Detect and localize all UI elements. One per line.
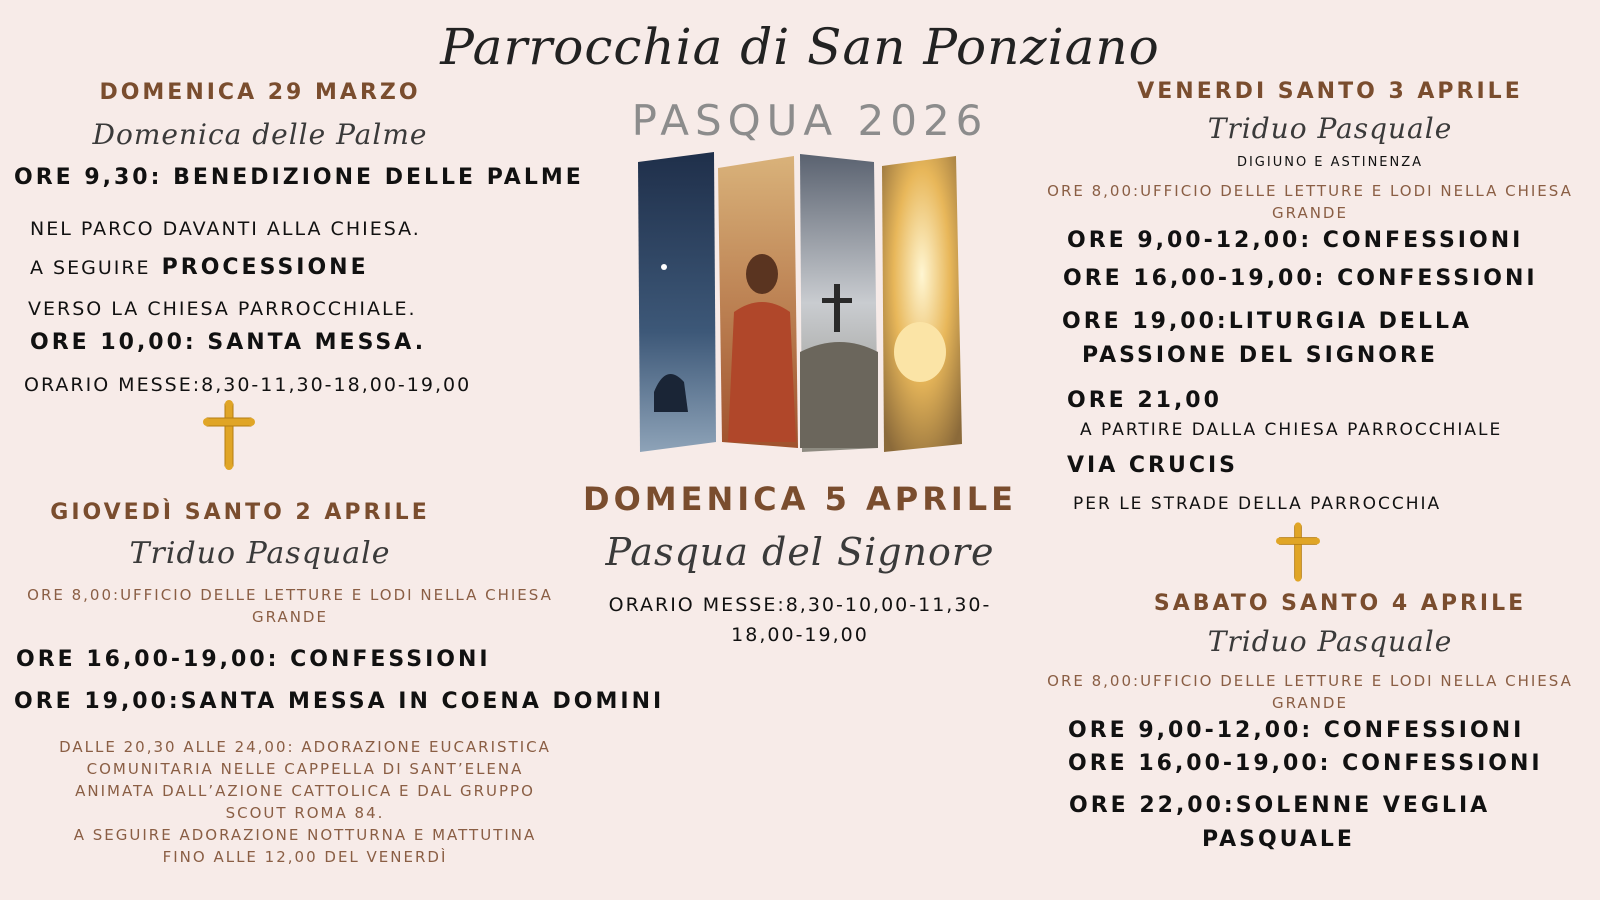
venerdi-date: VENERDI SANTO 3 APRILE xyxy=(1137,79,1523,104)
venerdi-start: A PARTIRE DALLA CHIESA PARROCCHIALE xyxy=(1080,420,1503,440)
sabato-office: ORE 8,00:UFFICIO DELLE LETTURE E LODI NELLA CHIESA GRANDE xyxy=(1047,672,1573,712)
giovedi-office: ORE 8,00:UFFICIO DELLE LETTURE E LODI NELLA CHIESA GRANDE xyxy=(27,586,553,626)
pasqua-date: DOMENICA 5 APRILE xyxy=(583,480,1017,518)
venerdi-fast: DIGIUNO E ASTINENZA xyxy=(1236,155,1424,170)
giovedi-adoration xyxy=(10,736,600,868)
palme-liturgy: Domenica delle Palme xyxy=(92,118,428,151)
pasqua-masses-2: 18,00-19,00 xyxy=(731,624,869,646)
sabato-vigil-2: PASQUALE xyxy=(1202,827,1355,852)
page-subtitle: PASQUA 2026 xyxy=(631,96,989,145)
palme-procession: PROCESSIONE xyxy=(161,255,369,280)
palme-blessing: ORE 9,30: BENEDIZIONE DELLE PALME xyxy=(14,165,584,190)
adoration-line: ANIMATA DALL’AZIONE CATTOLICA E DAL GRUPPO xyxy=(75,782,535,800)
adoration-line: DALLE 20,30 ALLE 24,00: ADORAZIONE EUCARISTICA xyxy=(59,738,551,756)
palme-date: DOMENICA 29 MARZO xyxy=(99,80,421,105)
venerdi-passion-2: PASSIONE DEL SIGNORE xyxy=(1082,343,1438,368)
sabato-vigil-1: ORE 22,00:SOLENNE VEGLIA xyxy=(1069,793,1491,818)
pasqua-liturgy: Pasqua del Signore xyxy=(605,530,995,574)
palme-procession-line xyxy=(30,255,369,280)
adoration-line: COMUNITARIA NELLE CAPPELLA DI SANT’ELENA xyxy=(86,760,524,778)
sabato-date: SABATO SANTO 4 APRILE xyxy=(1153,591,1527,616)
sabato-confessions-morning: ORE 9,00-12,00: CONFESSIONI xyxy=(1068,718,1525,743)
adoration-line: SCOUT ROMA 84. xyxy=(225,804,385,822)
giovedi-date: GIOVEDÌ SANTO 2 APRILE xyxy=(50,500,430,525)
giovedi-mass: ORE 19,00:SANTA MESSA IN COENA DOMINI xyxy=(14,689,665,714)
cross-icon xyxy=(1276,522,1320,582)
venerdi-streets: PER LE STRADE DELLA PARROCCHIA xyxy=(1073,494,1442,514)
sabato-confessions-afternoon: ORE 16,00-19,00: CONFESSIONI xyxy=(1068,751,1543,776)
palme-towards: VERSO LA CHIESA PARROCCHIALE. xyxy=(28,298,417,320)
palme-park: NEL PARCO DAVANTI ALLA CHIESA. xyxy=(30,218,421,240)
venerdi-office: ORE 8,00:UFFICIO DELLE LETTURE E LODI NELLA CHIESA GRANDE xyxy=(1047,182,1573,222)
giovedi-confessions: ORE 16,00-19,00: CONFESSIONI xyxy=(16,647,491,672)
palme-mass: ORE 10,00: SANTA MESSA. xyxy=(30,330,427,355)
pasqua-masses-1: ORARIO MESSE:8,30-10,00-11,30- xyxy=(608,594,992,616)
palme-mass-times: ORARIO MESSE:8,30-11,30-18,00-19,00 xyxy=(24,374,472,396)
easter-watercolor-illustration xyxy=(634,152,964,452)
venerdi-confessions-morning: ORE 9,00-12,00: CONFESSIONI xyxy=(1067,228,1524,253)
venerdi-via-crucis: VIA CRUCIS xyxy=(1067,453,1239,478)
cross-icon xyxy=(203,400,255,470)
venerdi-passion-1: ORE 19,00:LITURGIA DELLA xyxy=(1062,309,1473,334)
venerdi-liturgy: Triduo Pasquale xyxy=(1207,112,1453,145)
adoration-line: FINO ALLE 12,00 DEL VENERDÌ xyxy=(162,848,448,866)
adoration-line: A SEGUIRE ADORAZIONE NOTTURNA E MATTUTINA xyxy=(73,826,537,844)
palme-procession-prefix: A SEGUIRE xyxy=(30,257,151,279)
sabato-liturgy: Triduo Pasquale xyxy=(1207,625,1453,658)
venerdi-time-21: ORE 21,00 xyxy=(1067,388,1222,413)
page-title: Parrocchia di San Ponziano xyxy=(440,18,1160,76)
giovedi-liturgy: Triduo Pasquale xyxy=(129,536,391,571)
venerdi-confessions-afternoon: ORE 16,00-19,00: CONFESSIONI xyxy=(1063,266,1538,291)
